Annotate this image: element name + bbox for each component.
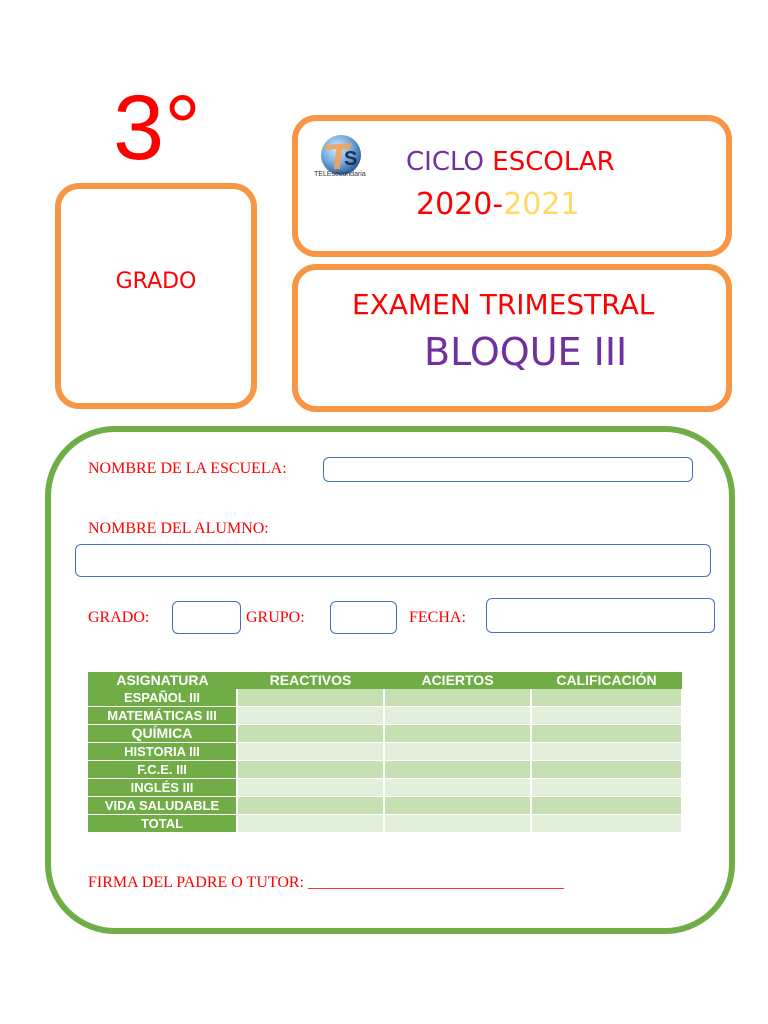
year-end: 2021 (503, 187, 580, 222)
correct-cell[interactable] (384, 725, 531, 743)
subject-cell: MATEMÁTICAS III (88, 707, 237, 725)
table-header-row (88, 672, 682, 689)
column-header-items: REACTIVOS (237, 672, 384, 689)
signature-line[interactable]: ________________________________ (308, 874, 565, 891)
items-cell[interactable] (237, 689, 384, 707)
column-header-subject: ASIGNATURA (88, 672, 237, 689)
grade-label: GRADO (115, 269, 197, 294)
items-cell[interactable] (237, 797, 384, 815)
grade-cell[interactable] (531, 707, 682, 725)
grade-cell[interactable] (531, 797, 682, 815)
items-cell[interactable] (237, 779, 384, 797)
year-start: 2020 (416, 187, 493, 222)
group-field-label: GRUPO: (246, 609, 305, 626)
group-field[interactable] (330, 601, 397, 634)
grade-number: 3° (113, 77, 201, 179)
table-row (88, 815, 682, 833)
school-cycle-box (292, 115, 732, 257)
subject-cell: VIDA SALUDABLE (88, 797, 237, 815)
grade-cell[interactable] (531, 689, 682, 707)
school-name-field[interactable] (323, 457, 693, 482)
subject-cell: F.C.E. III (88, 761, 237, 779)
exam-title-box (292, 264, 732, 412)
correct-cell[interactable] (384, 797, 531, 815)
table-row (88, 689, 682, 707)
grade-cell[interactable] (531, 761, 682, 779)
school-word: ESCOLAR (492, 147, 615, 177)
correct-cell[interactable] (384, 779, 531, 797)
grade-cell[interactable] (531, 725, 682, 743)
subject-cell: QUÍMICA (88, 725, 237, 743)
items-cell[interactable] (237, 761, 384, 779)
student-name-field[interactable] (75, 544, 711, 577)
grade-cell[interactable] (531, 779, 682, 797)
student-name-label: NOMBRE DEL ALUMNO: (88, 520, 269, 537)
subject-cell: ESPAÑOL III (88, 689, 237, 707)
date-field[interactable] (486, 598, 715, 633)
table-row (88, 797, 682, 815)
table-row (88, 761, 682, 779)
block-title: BLOQUE III (424, 330, 628, 374)
correct-cell[interactable] (384, 689, 531, 707)
svg-text:S: S (344, 148, 358, 170)
grade-field-label: GRADO: (88, 609, 150, 626)
grades-table (88, 672, 683, 833)
logo-caption: TELEsecundaria (314, 171, 366, 178)
date-field-label: FECHA: (409, 609, 466, 626)
school-name-label: NOMBRE DE LA ESCUELA: (88, 460, 287, 477)
signature-area (88, 874, 564, 892)
grade-field[interactable] (172, 601, 241, 634)
items-cell[interactable] (237, 725, 384, 743)
exam-title: EXAMEN TRIMESTRAL (352, 288, 655, 321)
table-row (88, 725, 682, 743)
school-year (416, 187, 580, 222)
table-row (88, 743, 682, 761)
year-dash: - (492, 187, 504, 222)
correct-cell[interactable] (384, 707, 531, 725)
subject-cell: INGLÉS III (88, 779, 237, 797)
correct-cell[interactable] (384, 815, 531, 833)
cycle-word: CICLO (406, 147, 484, 177)
subject-cell: HISTORIA III (88, 743, 237, 761)
grade-box (55, 183, 257, 409)
items-cell[interactable] (237, 815, 384, 833)
grade-cell[interactable] (531, 815, 682, 833)
correct-cell[interactable] (384, 761, 531, 779)
items-cell[interactable] (237, 707, 384, 725)
grade-cell[interactable] (531, 743, 682, 761)
items-cell[interactable] (237, 743, 384, 761)
table-row (88, 779, 682, 797)
correct-cell[interactable] (384, 743, 531, 761)
signature-label: FIRMA DEL PADRE O TUTOR: (88, 874, 305, 891)
school-cycle-title (406, 147, 615, 177)
table-row (88, 707, 682, 725)
column-header-correct: ACIERTOS (384, 672, 531, 689)
column-header-grade: CALIFICACIÓN (531, 672, 682, 689)
subject-cell: TOTAL (88, 815, 237, 833)
